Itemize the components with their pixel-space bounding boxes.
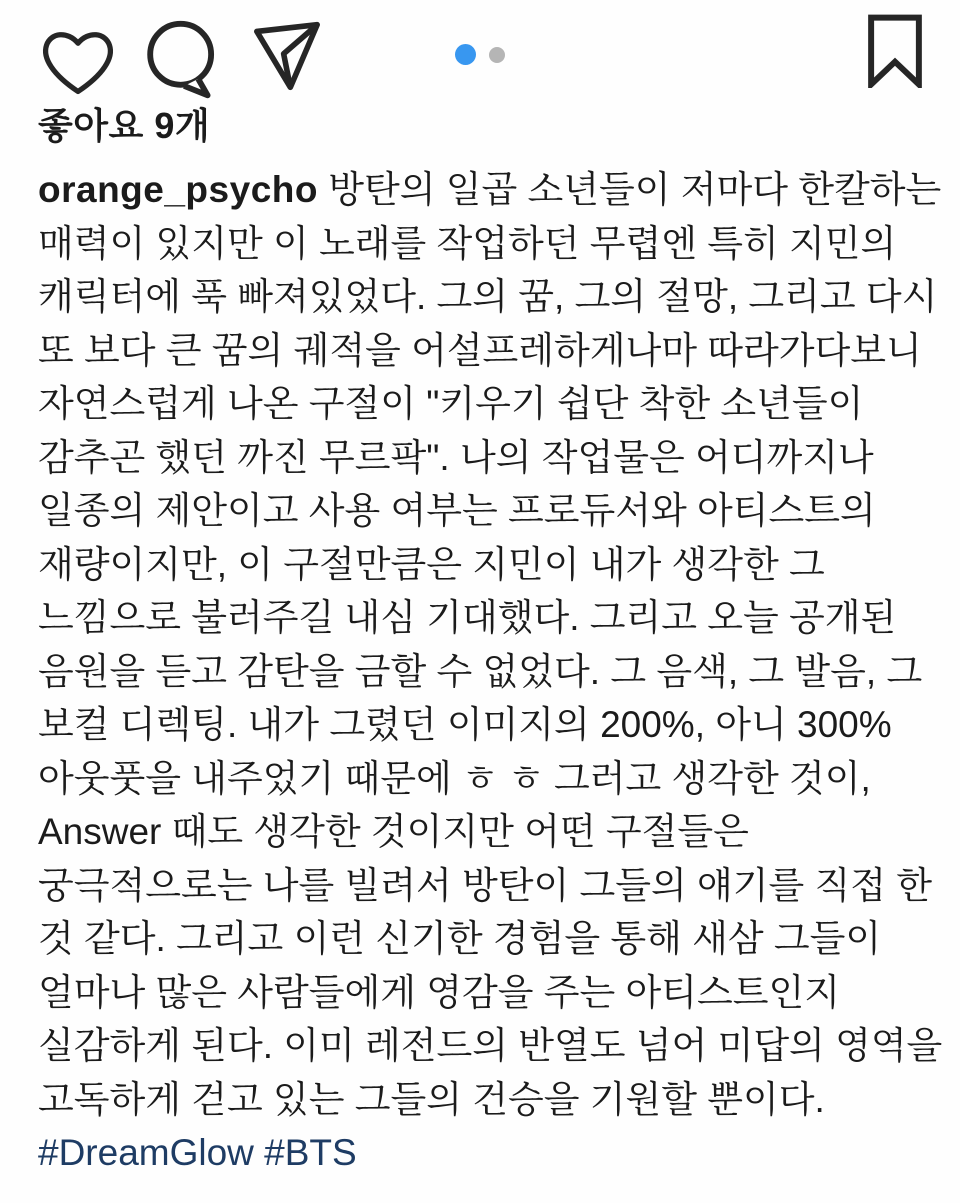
caption-first-line [38,163,944,217]
caption-text-line: 보컬 디렉팅. 내가 그렸던 이미지의 200%, 아니 300% [38,704,892,745]
action-bar [0,8,960,104]
caption-text-line: 감추곤 했던 까진 무르팍". 나의 작업물은 어디까지나 [38,436,874,478]
caption-text-line: 음원을 듣고 감탄을 금할 수 없었다. 그 음색, 그 발음, 그 [38,650,923,692]
caption-text-line: 또 보다 큰 꿈의 궤적을 어설프레하게나마 따라가다보니 [38,329,922,371]
caption-text-line: 느낌으로 불러주길 내심 기대했다. 그리고 오늘 공개된 [38,597,897,638]
caption-text-line: 실감하게 된다. 이미 레전드의 반열도 넘어 미답의 영역을 [38,1025,943,1066]
caption-text-line: 캐릭터에 푹 빠져있었다. 그의 꿈, 그의 절망, 그리고 다시 [38,276,938,317]
caption-text-line: 자연스럽게 나온 구절이 "키우기 쉽단 착한 소년들이 [38,383,864,424]
caption-text-line: Answer 때도 생각한 것이지만 어떤 구절들은 [38,811,749,852]
caption-text-line: 매력이 있지만 이 노래를 작업하던 무렵엔 특히 지민의 [38,222,897,264]
caption-text-line: 것 같다. 그리고 이런 신기한 경험을 통해 새삼 그들이 [38,918,882,959]
caption [38,163,944,1180]
caption-text: 방탄의 일곱 소년들이 저마다 한칼하는 [328,169,942,210]
pagination-dot-active [455,44,476,65]
caption-text-line: 얼마나 많은 사람들에게 영감을 주는 아티스트인지 [38,971,840,1013]
caption-text-line: 궁극적으로는 나를 빌려서 방탄이 그들의 얘기를 직접 한 [38,864,933,906]
pagination-dot-inactive [489,47,505,63]
caption-text-line: 일종의 제안이고 사용 여부는 프로듀서와 아티스트의 [38,490,876,531]
carousel-pagination [0,44,960,65]
caption-text-line: 아웃풋을 내주었기 때문에 ㅎ ㅎ 그러고 생각한 것이, [38,757,871,799]
caption-lines [38,217,944,1127]
caption-text-line: 재량이지만, 이 구절만큼은 지민이 내가 생각한 그 [38,543,825,585]
likes-count[interactable]: 좋아요 9개 [38,105,211,146]
hashtags-link[interactable]: #DreamGlow #BTS [38,1132,357,1173]
caption-text-line: 고독하게 걷고 있는 그들의 건승을 기원할 뿐이다. [38,1078,825,1120]
bookmark-icon[interactable] [864,14,926,88]
username-link[interactable]: orange_psycho [38,169,318,210]
